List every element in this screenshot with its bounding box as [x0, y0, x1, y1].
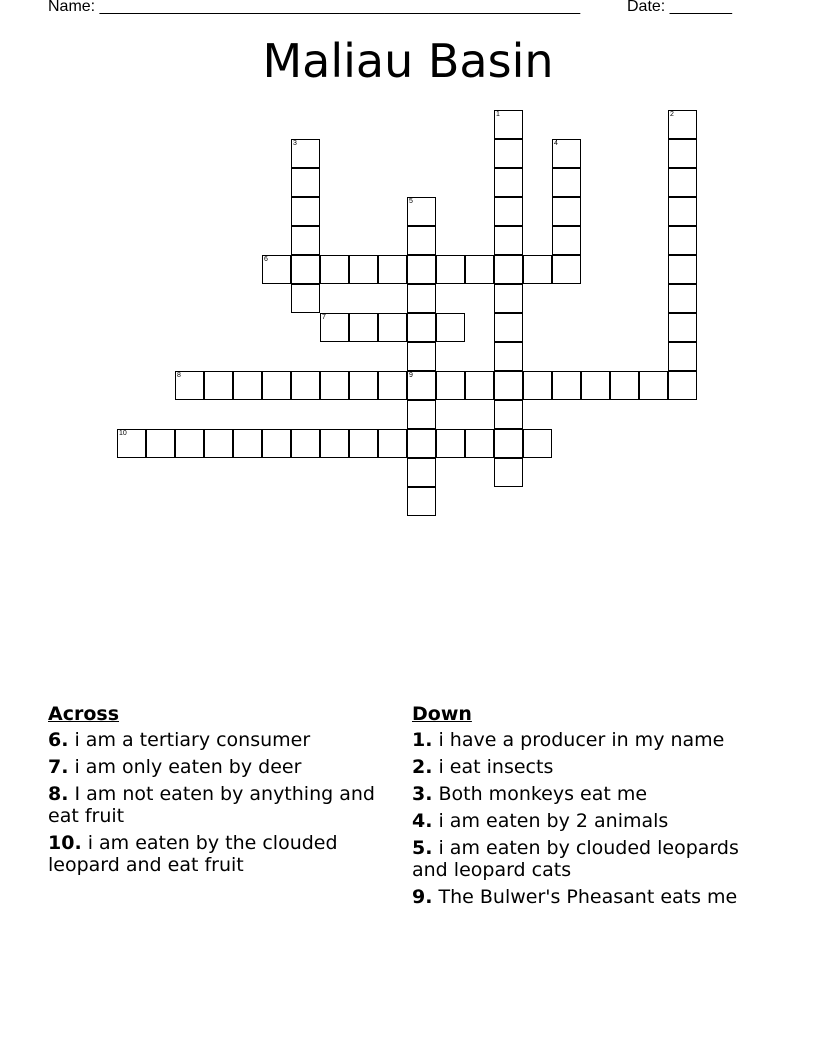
- crossword-cell[interactable]: [581, 371, 610, 400]
- clue-item-text: i am eaten by the clouded leopard and eat fruit: [48, 832, 338, 876]
- down-heading: Down: [412, 703, 472, 725]
- clue-number: 6: [264, 256, 268, 263]
- down-clues: [412, 703, 742, 913]
- crossword-cell[interactable]: [668, 226, 697, 255]
- crossword-cell[interactable]: [668, 168, 697, 197]
- crossword-cell[interactable]: [610, 371, 639, 400]
- clue-number: 3: [293, 140, 297, 147]
- clue-item: [412, 837, 742, 881]
- crossword-cell[interactable]: [291, 371, 320, 400]
- crossword-cell[interactable]: [349, 371, 378, 400]
- crossword-cell[interactable]: [407, 371, 436, 400]
- crossword-cell[interactable]: [494, 168, 523, 197]
- clue-item: [412, 783, 742, 805]
- crossword-cell[interactable]: [378, 313, 407, 342]
- clue-number: 5: [409, 198, 413, 205]
- down-clue-list: [412, 729, 742, 908]
- crossword-cell[interactable]: [494, 197, 523, 226]
- clue-item: [48, 783, 378, 827]
- clue-item: [412, 810, 742, 832]
- crossword-cell[interactable]: [436, 429, 465, 458]
- crossword-cell[interactable]: [291, 139, 320, 168]
- crossword-cell[interactable]: [378, 429, 407, 458]
- crossword-cell[interactable]: [146, 429, 175, 458]
- crossword-cell[interactable]: [291, 197, 320, 226]
- page-title: Maliau Basin: [262, 34, 554, 88]
- clue-item-number: 8.: [48, 783, 69, 805]
- clue-number: 10: [119, 430, 127, 437]
- clue-item-number: 2.: [412, 756, 433, 778]
- crossword-cell[interactable]: [494, 284, 523, 313]
- crossword-cell[interactable]: [668, 255, 697, 284]
- crossword-cell[interactable]: [552, 255, 581, 284]
- crossword-cell[interactable]: [523, 371, 552, 400]
- crossword-cell[interactable]: [436, 313, 465, 342]
- clue-item: [412, 886, 742, 908]
- crossword-cell[interactable]: [175, 371, 204, 400]
- clue-number: 1: [496, 111, 500, 118]
- crossword-cell[interactable]: [668, 313, 697, 342]
- clue-item-text: I am not eaten by anything and eat fruit: [48, 783, 375, 827]
- crossword-cell[interactable]: [407, 458, 436, 487]
- crossword-cell[interactable]: [552, 226, 581, 255]
- across-heading: Across: [48, 703, 120, 725]
- crossword-cell[interactable]: [668, 139, 697, 168]
- crossword-cell[interactable]: [117, 429, 146, 458]
- across-clues: [48, 703, 378, 881]
- crossword-cell[interactable]: [407, 487, 436, 516]
- crossword-cell[interactable]: [291, 429, 320, 458]
- crossword-cell[interactable]: [494, 429, 523, 458]
- crossword-cell[interactable]: [407, 429, 436, 458]
- crossword-cell[interactable]: [494, 139, 523, 168]
- crossword-cell[interactable]: [291, 284, 320, 313]
- clue-number: 2: [670, 111, 674, 118]
- crossword-cell[interactable]: [668, 197, 697, 226]
- crossword-cell[interactable]: [262, 255, 291, 284]
- clue-item: [412, 756, 742, 778]
- clue-number: 7: [322, 314, 326, 321]
- crossword-cell[interactable]: [262, 429, 291, 458]
- crossword-cell[interactable]: [523, 429, 552, 458]
- clue-item-number: 10.: [48, 832, 82, 854]
- clue-item-text: i eat insects: [432, 756, 554, 778]
- crossword-cell[interactable]: [204, 371, 233, 400]
- crossword-cell[interactable]: [349, 255, 378, 284]
- crossword-cell[interactable]: [523, 255, 552, 284]
- crossword-cell[interactable]: [552, 139, 581, 168]
- clue-item: [48, 756, 378, 778]
- crossword-cell[interactable]: [668, 342, 697, 371]
- crossword-cell[interactable]: [465, 255, 494, 284]
- crossword-cell[interactable]: [494, 226, 523, 255]
- clue-number: 9: [409, 372, 413, 379]
- crossword-cell[interactable]: [494, 255, 523, 284]
- crossword-cell[interactable]: [407, 284, 436, 313]
- crossword-cell[interactable]: [291, 226, 320, 255]
- clue-item-number: 5.: [412, 837, 433, 859]
- across-clue-list: [48, 729, 378, 876]
- crossword-cell[interactable]: [494, 110, 523, 139]
- crossword-cell[interactable]: [407, 255, 436, 284]
- crossword-cell[interactable]: [407, 226, 436, 255]
- clue-item-text: i have a producer in my name: [432, 729, 725, 751]
- crossword-cell[interactable]: [436, 255, 465, 284]
- crossword-cell[interactable]: [320, 429, 349, 458]
- clue-item-text: i am a tertiary consumer: [68, 729, 311, 751]
- crossword-cell[interactable]: [233, 371, 262, 400]
- crossword-cell[interactable]: [262, 371, 291, 400]
- crossword-cell[interactable]: [552, 197, 581, 226]
- crossword-cell[interactable]: [494, 371, 523, 400]
- crossword-cell[interactable]: [407, 197, 436, 226]
- clue-item-number: 4.: [412, 810, 433, 832]
- name-field-label: Name: ______________________________________________________: [48, 0, 581, 15]
- crossword-cell[interactable]: [320, 255, 349, 284]
- crossword-cell[interactable]: [639, 371, 668, 400]
- crossword-cell[interactable]: [378, 255, 407, 284]
- clue-item: [412, 729, 742, 751]
- crossword-cell[interactable]: [204, 429, 233, 458]
- clue-number: 8: [177, 372, 181, 379]
- crossword-cell[interactable]: [552, 168, 581, 197]
- clue-item-number: 6.: [48, 729, 69, 751]
- crossword-cell[interactable]: [349, 429, 378, 458]
- crossword-cell[interactable]: [349, 313, 378, 342]
- crossword-cell[interactable]: [291, 168, 320, 197]
- clue-item-number: 1.: [412, 729, 433, 751]
- clue-item-text: i am eaten by 2 animals: [432, 810, 669, 832]
- crossword-cell[interactable]: [407, 313, 436, 342]
- crossword-cell[interactable]: [291, 255, 320, 284]
- clue-item-number: 7.: [48, 756, 69, 778]
- crossword-cell[interactable]: [378, 371, 407, 400]
- clue-item-text: i am eaten by clouded leopards and leopard cats: [412, 837, 739, 881]
- crossword-cell[interactable]: [494, 400, 523, 429]
- clue-item-text: Both monkeys eat me: [432, 783, 648, 805]
- date-field-label: Date: _______: [627, 0, 732, 15]
- crossword-cell[interactable]: [494, 313, 523, 342]
- crossword-cell[interactable]: [668, 110, 697, 139]
- crossword-cell[interactable]: [320, 371, 349, 400]
- clue-item: [48, 832, 378, 876]
- crossword-cell[interactable]: [494, 458, 523, 487]
- crossword-cell[interactable]: [465, 429, 494, 458]
- clue-item-text: i am only eaten by deer: [68, 756, 302, 778]
- clue-number: 4: [554, 140, 558, 147]
- clue-item-text: The Bulwer's Pheasant eats me: [432, 886, 738, 908]
- crossword-cell[interactable]: [552, 371, 581, 400]
- crossword-cell[interactable]: [407, 400, 436, 429]
- clue-item-number: 9.: [412, 886, 433, 908]
- crossword-cell[interactable]: [233, 429, 262, 458]
- crossword-cell[interactable]: [494, 342, 523, 371]
- crossword-cell[interactable]: [668, 284, 697, 313]
- crossword-cell[interactable]: [465, 371, 494, 400]
- clue-item: [48, 729, 378, 751]
- crossword-cell[interactable]: [407, 342, 436, 371]
- crossword-cell[interactable]: [175, 429, 204, 458]
- crossword-cell[interactable]: [320, 313, 349, 342]
- clue-item-number: 3.: [412, 783, 433, 805]
- crossword-cell[interactable]: [668, 371, 697, 400]
- crossword-cell[interactable]: [436, 371, 465, 400]
